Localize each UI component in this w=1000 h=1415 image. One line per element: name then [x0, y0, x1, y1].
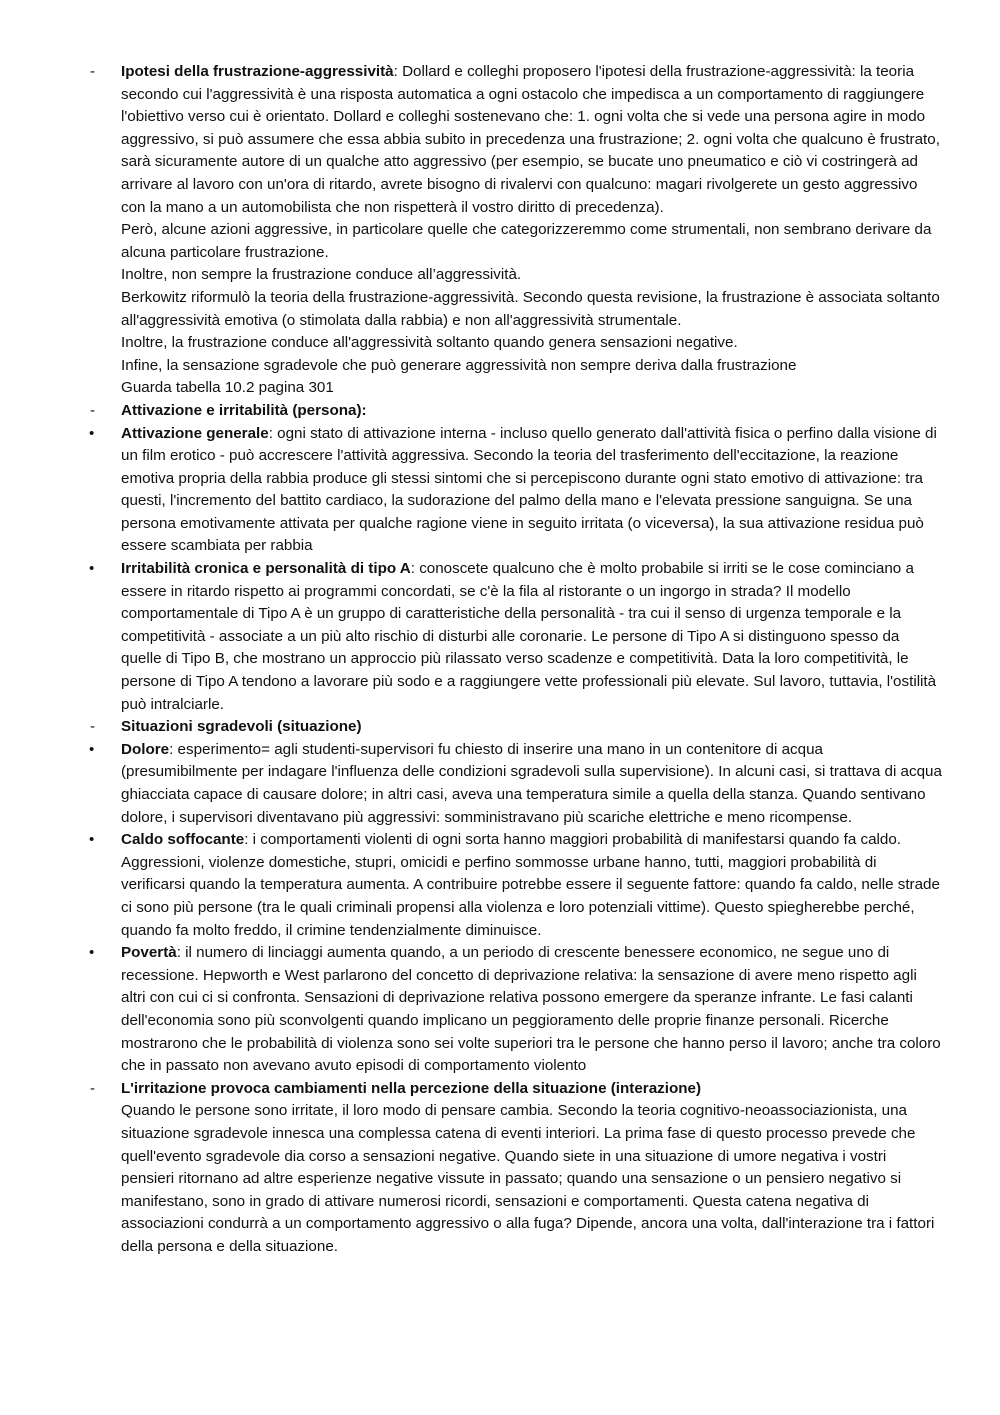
- bullet-marker: •: [89, 944, 95, 962]
- paragraph: [121, 558, 942, 716]
- paragraph: Quando le persone sono irritate, il loro modo di pensare cambia. Secondo la teoria cognitivo-neoassociazionista, una situazione sgradevole innesca una complessa catena di eventi interiori. La prima fase di questo processo prevede che quell'evento sgradevole dia corso a sensazioni negative. Quando siete in una situazione di umore negativa i vostri pensieri ritornano ad altre esperienze negative vissute in passato; quando una sensazione o un pensiero negativo si manifestano, sono in grado di attivare numerosi ricordi, sensazioni e comportamenti. Questa catena negativa di associazioni condurrà a un comportamento aggressivo o alla fuga? Dipende, ancora una volta, dall'interazione tra i fattori della persona e della situazione.: [121, 1102, 935, 1255]
- dash-marker: -: [90, 718, 96, 736]
- dash-marker: -: [90, 401, 96, 419]
- list-item: [0, 61, 1000, 400]
- paragraph: Guarda tabella 10.2 pagina 301: [121, 379, 334, 397]
- bullet-marker: •: [89, 424, 95, 442]
- heading-bold: Irritabilità cronica e personalità di tipo A: [121, 560, 411, 578]
- dash-marker: -: [90, 1079, 96, 1097]
- list-item: [0, 1078, 1000, 1259]
- paragraph: [121, 739, 942, 829]
- paragraph: Inoltre, non sempre la frustrazione conduce all’aggressività.: [121, 266, 522, 284]
- paragraph-text: : conoscete qualcuno che è molto probabile si irriti se le cose cominciano a essere in ritardo rispetto ai programmi concordati, se c'è la fila al ristorante o un ingorgo in strada? Il modello comportamentale di Tipo A è un gruppo di caratteristiche della personalità - tra cui il senso di urgenza temporale e la competitività - associate a un più alto rischio di disturbi alle coronarie. Le persone di Tipo A si distinguono spesso da quelle di Tipo B, che mostrano un approccio più rilassato verso scadenze e competitività. Data la loro competitività, le persone di Tipo A tendono a lavorare più sodo e a raggiungere vette professionali più elevate. Sul lavoro, tuttavia, l'ostilità può intralciarle.: [121, 560, 937, 713]
- paragraph: [121, 829, 942, 942]
- list-item: [0, 942, 1000, 1078]
- notes-list: [0, 61, 1000, 1258]
- heading-bold: Attivazione e irritabilità (persona):: [121, 401, 367, 419]
- paragraph-text: : esperimento= agli studenti-supervisori fu chiesto di inserire una mano in un contenitore di acqua (presumibilmente per indagare l'influenza delle condizioni sgradevoli sulla supervisione). In alcuni casi, si trattava di acqua ghiacciata capace di causare dolore; in altri casi, aveva una temperatura simile a quella della stanza. Quando sentivano dolore, i supervisori diventavano più aggressivi: somministravano più scariche elettriche e meno ricompense.: [121, 740, 942, 826]
- dash-marker: -: [90, 63, 96, 80]
- paragraph: Inoltre, la frustrazione conduce all'aggressività soltanto quando genera sensazioni negative.: [121, 334, 738, 352]
- paragraph-text: : ogni stato di attivazione interna - incluso quello generato dall'attività fisica o perfino dalla visione di un film erotico - può accrescere l'attività aggressiva. Secondo la teoria del trasferimento dell'eccitazione, la reazione emotiva propria della rabbia produce gli stessi sintomi che si percepiscono durante ogni stato emotivo di attivazione: tra questi, l'incremento del battito cardiaco, la sudorazione del palmo della mano e l'elevata pressione sanguigna. Se una persona emotivamente attivata per qualche ragione viene in seguito irritata (o viceversa), la sua attivazione residua può essere scambiata per rabbia: [121, 424, 937, 555]
- paragraph: [121, 716, 942, 739]
- heading-bold: Ipotesi della frustrazione-aggressività: [121, 63, 394, 80]
- paragraph: Berkowitz riformulò la teoria della frustrazione-aggressività. Secondo questa revisione, la frustrazione è associata soltanto all'aggressività emotiva (o stimolata dalla rabbia) e non all'aggressività strumentale.: [121, 288, 940, 329]
- heading-bold: Situazioni sgradevoli (situazione): [121, 718, 362, 736]
- bullet-marker: •: [89, 560, 95, 578]
- heading-bold: L'irritazione provoca cambiamenti nella percezione della situazione (interazione): [121, 1079, 702, 1097]
- list-item: [0, 400, 1000, 423]
- list-item: [0, 829, 1000, 942]
- paragraph-text: : i comportamenti violenti di ogni sorta hanno maggiori probabilità di manifestarsi quando fa caldo. Aggressioni, violenze domestiche, stupri, omicidi e perfino sommosse urbane hanno, tutti, maggiori probabilità di verificarsi quando la temperatura aumenta. A contribuire potrebbe essere il seguente fattore: quando fa caldo, nelle strade ci sono più persone (tra le quali criminali propensi alla violenza e loro potenziali vittime). Questo spiegherebbe perché, quando fa molto freddo, il crimine tendenzialmente diminuisce.: [121, 831, 940, 939]
- paragraph: [121, 942, 942, 1078]
- list-item: [0, 558, 1000, 716]
- heading-bold: Attivazione generale: [121, 424, 269, 442]
- list-item: [0, 423, 1000, 559]
- bullet-marker: •: [89, 831, 95, 849]
- bullet-marker: •: [89, 740, 95, 758]
- paragraph: [121, 61, 942, 219]
- list-item: [0, 716, 1000, 739]
- paragraph: [121, 1078, 942, 1101]
- list-item: [0, 739, 1000, 829]
- paragraph: Infine, la sensazione sgradevole che può generare aggressività non sempre deriva dalla frustrazione: [121, 356, 797, 374]
- paragraph: [121, 423, 942, 559]
- paragraph: Però, alcune azioni aggressive, in particolare quelle che categorizzeremmo come strumentali, non sembrano derivare da alcuna particolare frustrazione.: [121, 221, 932, 261]
- heading-bold: Povertà: [121, 944, 177, 962]
- heading-bold: Caldo soffocante: [121, 831, 245, 849]
- paragraph-text: : Dollard e colleghi proposero l'ipotesi della frustrazione-aggressività: la teoria secondo cui l'aggressività è una risposta automatica a ogni ostacolo che impedisca a un comportamento di raggiungere l'obiettivo verso cui è orientato. Dollard e colleghi sostenevano che: 1. ogni volta che si vede una persona agire in modo aggressivo, si può assumere che essa abbia subito in precedenza una frustrazione; 2. ogni volta che qualcuno è frustrato, sarà sicuramente autore di un qualche atto aggressivo (per esempio, se bucate uno pneumatico e ciò vi costringerà ad arrivare al lavoro con un'ora di ritardo, avrete bisogno di rivalervi con qualcuno: magari rivolgerete un gesto aggressivo con la mano a un automobilista che non rispetterà il vostro diritto di precedenza).: [121, 63, 940, 216]
- paragraph-text: : il numero di linciaggi aumenta quando, a un periodo di crescente benessere economico, ne segue uno di recessione. Hepworth e West parlarono del concetto di deprivazione relativa: la sensazione di avere meno rispetto agli altri con cui ci si confronta. Sensazioni di deprivazione relativa possono emergere da speranze infrante. Le fasi calanti dell'economia sono più sconvolgenti quando implicano un peggioramento delle proprie finanze personali. Ricerche mostrarono che le probabilità di violenza sono sei volte superiori tra le persone che hanno perso il lavoro; anche tra coloro che in passato non avevano avuto episodi di comportamento violento: [121, 944, 941, 1075]
- heading-bold: Dolore: [121, 740, 170, 758]
- paragraph: [121, 400, 942, 423]
